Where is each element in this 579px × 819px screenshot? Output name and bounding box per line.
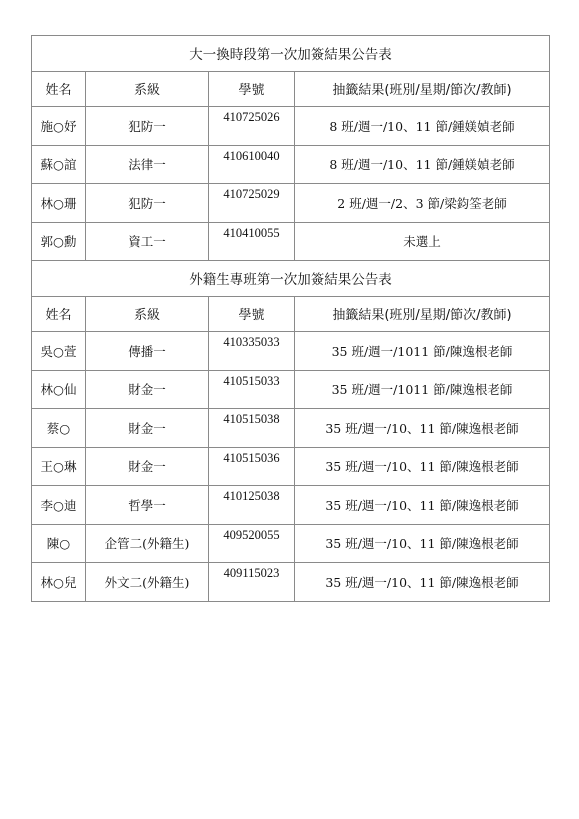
- table-row: [32, 222, 550, 261]
- student-name: 吳○萱: [32, 332, 86, 371]
- student-id: 410515033: [209, 370, 295, 409]
- student-id: 410125038: [209, 486, 295, 525]
- header-row: [32, 71, 550, 107]
- draw-result: 8 班/週一/10、11 節/鍾媄媜老師: [295, 107, 550, 146]
- student-dept: 資工一: [86, 222, 209, 261]
- student-dept: 犯防一: [86, 107, 209, 146]
- header-student-id: 學號: [209, 71, 295, 107]
- student-dept: 哲學一: [86, 486, 209, 525]
- draw-result: 2 班/週一/2、3 節/梁鈞筌老師: [295, 184, 550, 223]
- student-dept: 犯防一: [86, 184, 209, 223]
- draw-result: 35 班/週一/10、11 節/陳逸根老師: [295, 563, 550, 602]
- table-row: [32, 447, 550, 486]
- section-title: 大一換時段第一次加簽結果公告表: [32, 36, 550, 72]
- student-name: 郭○勳: [32, 222, 86, 261]
- student-dept: 企管二(外籍生): [86, 524, 209, 563]
- draw-result: 35 班/週一/10、11 節/陳逸根老師: [295, 524, 550, 563]
- draw-result: 未選上: [295, 222, 550, 261]
- student-id: 410725026: [209, 107, 295, 146]
- table-row: [32, 486, 550, 525]
- table-row: [32, 524, 550, 563]
- student-id: 410410055: [209, 222, 295, 261]
- table-row: [32, 145, 550, 184]
- student-dept: 外文二(外籍生): [86, 563, 209, 602]
- header-result: 抽籤結果(班別/星期/節次/教師): [295, 71, 550, 107]
- table-row: [32, 107, 550, 146]
- student-name: 陳○: [32, 524, 86, 563]
- student-name: 蔡○: [32, 409, 86, 448]
- student-dept: 法律一: [86, 145, 209, 184]
- student-id: 410725029: [209, 184, 295, 223]
- header-dept: 系級: [86, 296, 209, 332]
- student-id: 410515036: [209, 447, 295, 486]
- header-name: 姓名: [32, 71, 86, 107]
- student-id: 409115023: [209, 563, 295, 602]
- draw-result: 35 班/週一/1011 節/陳逸根老師: [295, 370, 550, 409]
- results-table: [31, 35, 550, 602]
- draw-result: 35 班/週一/10、11 節/陳逸根老師: [295, 486, 550, 525]
- student-id: 410515038: [209, 409, 295, 448]
- student-name: 林○仙: [32, 370, 86, 409]
- student-name: 蘇○誼: [32, 145, 86, 184]
- header-row: [32, 296, 550, 332]
- student-name: 林○珊: [32, 184, 86, 223]
- section-title-row: [32, 36, 550, 72]
- table-row: [32, 409, 550, 448]
- table-row: [32, 332, 550, 371]
- student-id: 410335033: [209, 332, 295, 371]
- draw-result: 35 班/週一/10、11 節/陳逸根老師: [295, 447, 550, 486]
- table-row: [32, 370, 550, 409]
- table-row: [32, 184, 550, 223]
- student-name: 施○妤: [32, 107, 86, 146]
- section-title-row: [32, 261, 550, 297]
- draw-result: 35 班/週一/1011 節/陳逸根老師: [295, 332, 550, 371]
- student-id: 410610040: [209, 145, 295, 184]
- section-title: 外籍生專班第一次加簽結果公告表: [32, 261, 550, 297]
- header-name: 姓名: [32, 296, 86, 332]
- student-dept: 傳播一: [86, 332, 209, 371]
- student-name: 李○迪: [32, 486, 86, 525]
- draw-result: 8 班/週一/10、11 節/鍾媄媜老師: [295, 145, 550, 184]
- table-row: [32, 563, 550, 602]
- header-dept: 系級: [86, 71, 209, 107]
- student-name: 王○琳: [32, 447, 86, 486]
- student-id: 409520055: [209, 524, 295, 563]
- student-dept: 財金一: [86, 409, 209, 448]
- student-dept: 財金一: [86, 447, 209, 486]
- draw-result: 35 班/週一/10、11 節/陳逸根老師: [295, 409, 550, 448]
- student-name: 林○兒: [32, 563, 86, 602]
- header-result: 抽籤結果(班別/星期/節次/教師): [295, 296, 550, 332]
- student-dept: 財金一: [86, 370, 209, 409]
- header-student-id: 學號: [209, 296, 295, 332]
